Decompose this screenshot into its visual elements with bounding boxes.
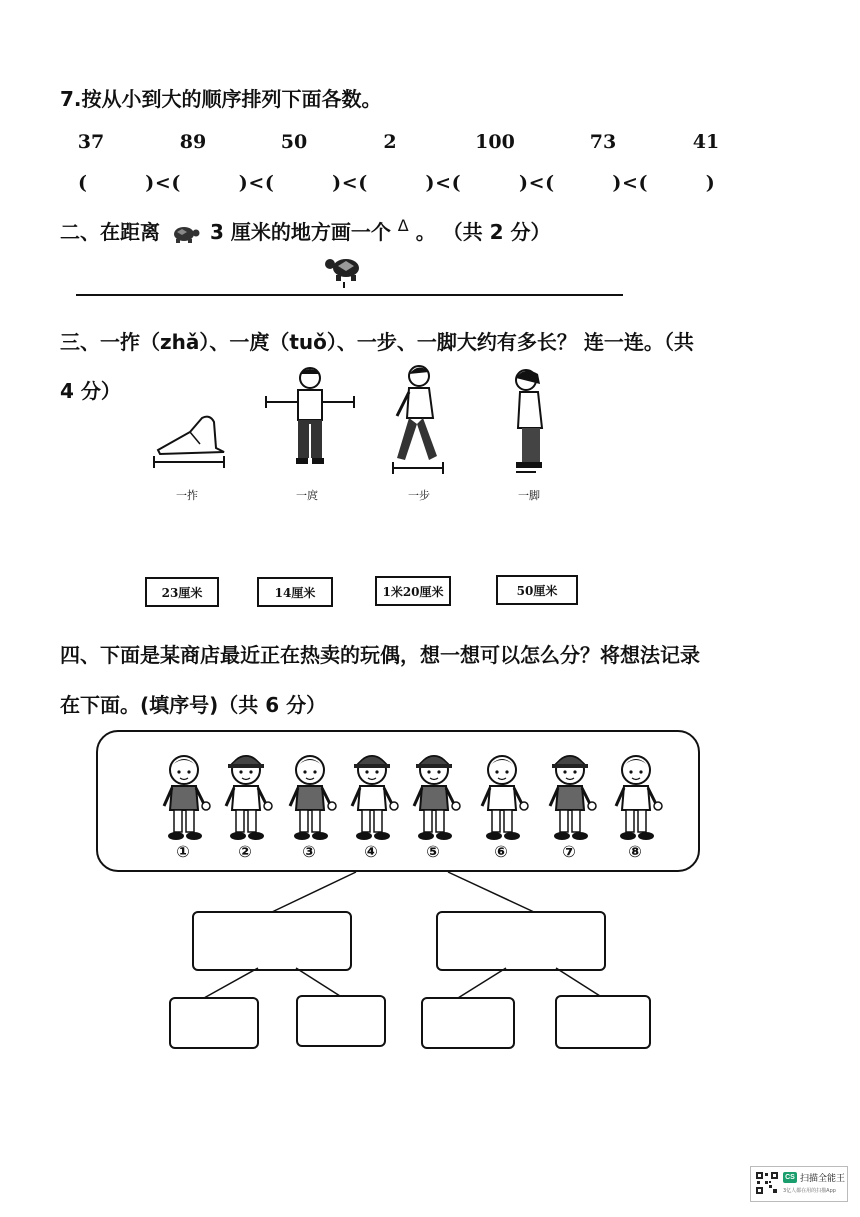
number-item: 73 [589, 131, 617, 153]
scanner-logo-badge: CS [783, 1172, 797, 1183]
doll-number: ① [176, 842, 190, 861]
group-box-left[interactable] [192, 911, 352, 971]
doll-number: ⑦ [562, 842, 576, 861]
figure-label: 一庹 [296, 489, 318, 502]
doll-number: ⑤ [426, 842, 440, 861]
s2-middle: 3 厘米的地方画一个 [209, 220, 391, 244]
figure-label: 一拃 [176, 489, 198, 502]
qr-code-icon [755, 1171, 779, 1195]
scanner-app-title: 扫描全能王 [800, 1174, 846, 1184]
length-option-box[interactable]: 50厘米 [496, 575, 578, 605]
q7-title: 7.按从小到大的顺序排列下面各数。 [60, 87, 382, 111]
number-item: 41 [692, 131, 720, 153]
figure-label: 一步 [408, 489, 430, 502]
doll-number: ⑧ [628, 842, 642, 861]
subgroup-box[interactable] [169, 997, 259, 1049]
triangle-icon: Δ [397, 216, 409, 235]
answer-blank-row[interactable]: ( )<( )<( )<( )<( )<( )<( ) [78, 172, 716, 194]
s3-line1: 三、一拃（zhǎ）、一庹（tuǒ）、一步、一脚大约有多长？ 连一连。（共 [60, 330, 694, 354]
length-option-box[interactable]: 14厘米 [257, 577, 333, 607]
length-option-box[interactable]: 1米20厘米 [375, 576, 451, 606]
number-item: 100 [475, 131, 515, 153]
s2-prefix: 二、在距离 [60, 220, 160, 244]
doll-number: ⑥ [494, 842, 508, 861]
length-option-box[interactable]: 23厘米 [145, 577, 219, 607]
subgroup-box[interactable] [421, 997, 515, 1049]
doll-number: ② [238, 842, 252, 861]
number-item: 89 [179, 131, 207, 153]
subgroup-box[interactable] [555, 995, 651, 1049]
scanner-app-subtitle: 3亿人都在用的扫描App [783, 1188, 836, 1194]
group-box-right[interactable] [436, 911, 606, 971]
number-item: 37 [77, 131, 105, 153]
s2-suffix: 。 （共 2 分） [415, 220, 551, 244]
number-item: 2 [383, 131, 397, 153]
s4-line2: 在下面。(填序号)（共 6 分） [60, 693, 327, 717]
s3-line2: 4 分） [60, 379, 121, 403]
number-item: 50 [280, 131, 308, 153]
subgroup-box[interactable] [296, 995, 386, 1047]
doll-number: ③ [302, 842, 316, 861]
doll-number: ④ [364, 842, 378, 861]
figure-label: 一脚 [518, 489, 540, 502]
s4-line1: 四、下面是某商店最近正在热卖的玩偶，想一想可以怎么分？将想法记录 [60, 643, 700, 667]
scanner-watermark [750, 1166, 848, 1202]
